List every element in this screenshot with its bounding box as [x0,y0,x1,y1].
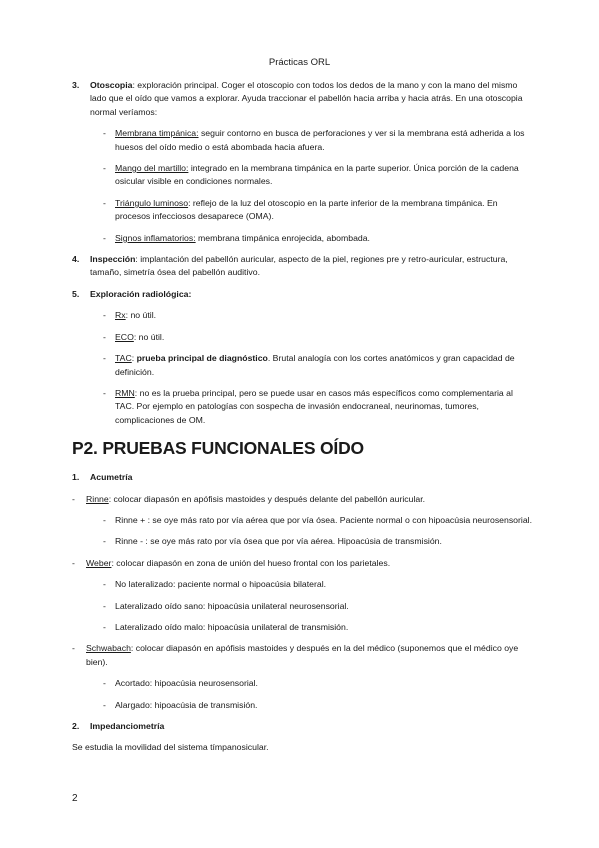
test-item-schwabach [72,642,532,669]
term: Weber [86,557,112,568]
dash-marker: - [103,600,106,611]
list-number: 2. [72,721,80,731]
bullet-item [72,387,532,427]
term: Rx [115,310,126,321]
term-label: Inspección [90,254,136,265]
subsection-label: Impedanciometría [90,721,165,731]
list-number: 1. [72,472,80,483]
separator: : [131,353,137,364]
bullet-item [72,309,532,322]
closing-paragraph: Se estudia la movilidad del sistema tímpanosicular. [72,742,269,753]
bullet-item [72,621,532,634]
subsection-heading [72,471,532,484]
term: Rinne [86,493,109,504]
subsection-label: Acumetría [90,472,133,483]
text: : colocar diapasón en apófisis mastoides y después en la del médico (suponemos que el médico oye bien). [86,643,519,667]
dash-marker: - [103,536,106,547]
text: : no útil. [125,310,157,321]
dash-marker: - [103,699,106,710]
text: : no es la prueba principal, pero se puede usar en casos más específicos como complementaria al TAC. Por ejemplo en patologías con sospecha de invasión endocraneal, neurinomas, tumores, complicaciones de OM. [115,387,513,425]
dash-marker: - [103,353,106,364]
text: : exploración principal. Coger el otoscopio con todos los dedos de la mano y con la mano del mismo lado que el oído que vamos a explorar. Ayuda traccionar el pabellón hacia arriba y hacia atrás. En una otoscopia normal veríamos: [90,80,523,117]
bullet-item [72,162,532,189]
dash-marker: - [72,557,75,568]
bold-text: prueba principal de diagnóstico [136,353,268,364]
term-label: Exploración radiológica: [90,288,192,299]
text: : implantación del pabellón auricular, aspecto de la piel, regiones pre y retro-auricular, estructura, tamaño, simetría ósea del pabellón auditivo. [90,254,508,278]
text: Lateralizado oído malo: hipoacúsia unilateral de transmisión. [115,621,349,632]
dash-marker: - [103,310,106,321]
text: membrana timpánica enrojecida, abombada. [195,232,370,243]
bullet-item [72,127,532,154]
bullet-item [72,535,532,548]
bullet-item [72,331,532,344]
text: : no útil. [133,331,165,342]
paragraph [90,79,532,119]
dash-marker: - [103,197,106,208]
dash-marker: - [103,163,106,174]
text: seguir contorno en busca de perforaciones y ver si la membrana está adherida a los huesos del oído medio o está abombada hacia afuera. [115,128,525,152]
text: . Brutal analogía con los cortes anatómicos y gran capacidad de definición. [115,353,515,377]
dash-marker: - [103,621,106,632]
bullet-item [72,600,532,613]
dash-marker: - [103,331,106,342]
bullet-item [72,699,532,712]
text: integrado en la membrana timpánica en la parte superior. Única porción de la cadena osicular visible en condiciones normales. [115,163,519,187]
dash-marker: - [103,387,106,398]
dash-marker: - [72,643,75,654]
text: Alargado: hipoacúsia de transmisión. [115,699,258,710]
term: ECO [115,331,134,342]
bullet-item [72,197,532,224]
subsection-heading [72,720,532,733]
dash-marker: - [103,514,106,525]
page-content [72,79,532,755]
bullet-item [72,232,532,245]
page-header: Prácticas ORL [268,57,331,68]
term: Mango del martillo: [115,163,189,174]
text: Rinne - : se oye más rato por vía ósea que por vía aérea. Hipoacúsia de transmisión. [115,536,442,547]
term: Membrana timpánica: [115,128,199,139]
list-item-inspeccion [72,253,532,280]
test-item-weber [72,557,532,570]
term-label: Otoscopia [90,80,133,90]
list-number: 5. [72,288,80,299]
list-item-exploracion-radiologica [72,288,532,301]
term: RMN [115,387,135,398]
bullet-item [72,578,532,591]
list-number: 4. [72,254,80,265]
bullet-item [72,514,532,527]
term: Triángulo luminoso [115,197,189,208]
dash-marker: - [72,493,75,504]
bullet-item [72,352,532,379]
text: : reflejo de la luz del otoscopio en la parte inferior de la membrana timpánica. En procesos infecciosos desaparece (OMA). [115,197,498,222]
text: Lateralizado oído sano: hipoacúsia unilateral neurosensorial. [115,600,349,611]
term: Schwabach [86,643,131,654]
list-number: 3. [72,80,80,90]
text: : colocar diapasón en apófisis mastoides y después delante del pabellón auricular. [108,493,426,504]
list-item-otoscopia [72,79,532,119]
test-item-rinne [72,493,532,506]
text: Acortado: hipoacúsia neurosensorial. [115,678,258,689]
term: TAC [115,353,132,364]
dash-marker: - [103,579,106,590]
text: : colocar diapasón en zona de unión del hueso frontal con los parietales. [111,557,391,568]
text: Rinne + : se oye más rato por vía aérea que por vía ósea. Paciente normal o con hipoacúsia neurosensorial. [115,514,533,525]
dash-marker: - [103,232,106,243]
bullet-item [72,677,532,690]
dash-marker: - [103,678,106,689]
section-title: P2. PRUEBAS FUNCIONALES OÍDO [72,438,364,459]
page-number: 2 [72,793,78,804]
term: Signos inflamatorios: [115,232,196,243]
text: No lateralizado: paciente normal o hipoacúsia bilateral. [115,579,327,590]
dash-marker: - [103,128,106,139]
